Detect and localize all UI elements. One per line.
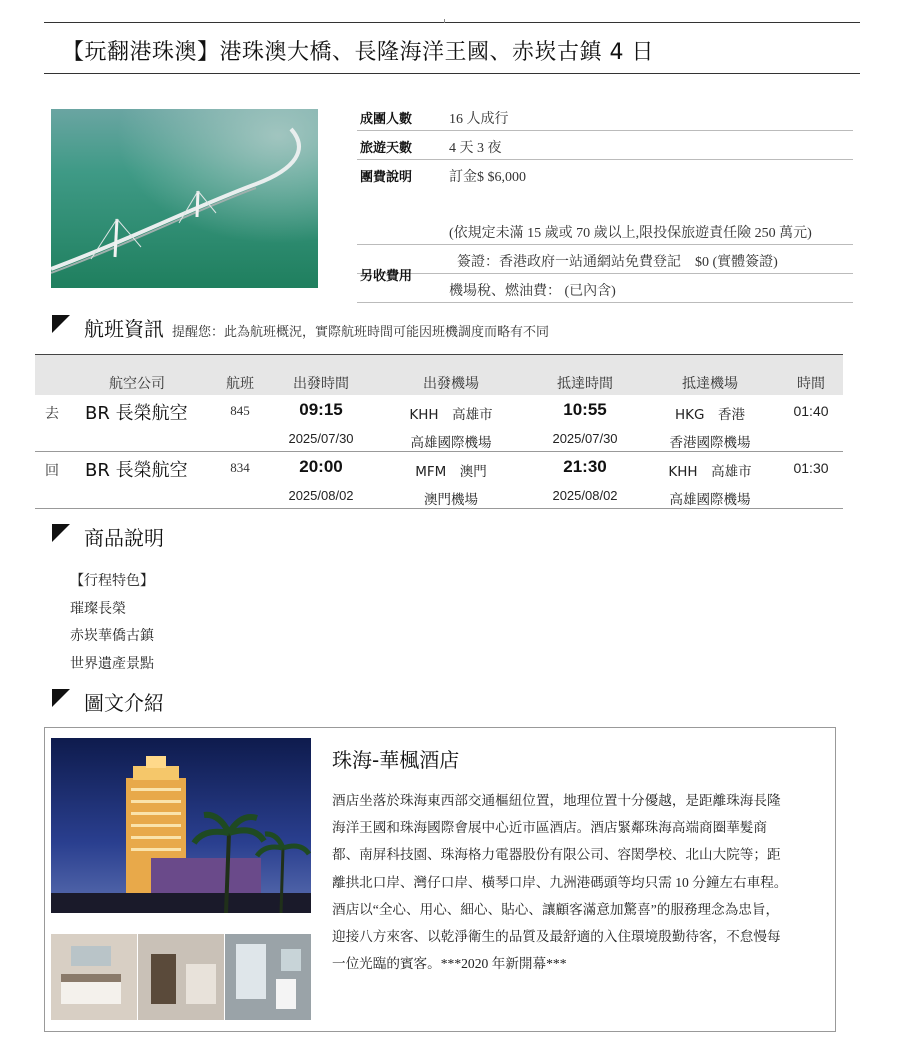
airline-name: BR 長榮航空 (85, 460, 188, 481)
departure-time: 20:00 (299, 457, 343, 476)
info-row-fee (357, 160, 853, 245)
flight-note: 提醒您：此為航班概況，實際航班時間可能因班機調度而略有不同 (172, 325, 550, 340)
info-row-extra-visa (357, 245, 853, 284)
insurance-note: (依規定未滿 15 歲或 70 歲以上,限投保旅遊責任險 250 萬元) (449, 226, 812, 241)
flight-duration: 01:40 (793, 403, 829, 419)
flight-number: 834 (230, 460, 250, 475)
info-row-days (357, 131, 853, 160)
flight-heading-text: 航班資訊 (84, 317, 164, 341)
extra-visa-value: 簽證：香港政府一站通網站免費登記 $0 (實體簽證) (457, 255, 778, 270)
arrival-date: 2025/08/02 (552, 488, 618, 503)
days-label: 旅遊天數 (360, 141, 413, 156)
arrival-time: 21:30 (563, 457, 607, 476)
list-item: 【行程特色】 (70, 573, 154, 589)
departure-airport-name: 高雄國際機場 (410, 435, 492, 451)
header-dep-airport: 出發機場 (423, 376, 479, 392)
header-flight-no: 航班 (226, 376, 254, 392)
tour-info-table (357, 102, 853, 303)
fee-label: 團費說明 (360, 170, 413, 185)
header-airline: 航空公司 (109, 376, 165, 392)
hotel-exterior-photo (51, 738, 311, 913)
departure-airport-name: 澳門機場 (424, 492, 478, 508)
product-description (70, 568, 154, 678)
departure-date: 2025/08/02 (288, 488, 354, 503)
bridge-photo (51, 109, 318, 288)
group-size-label: 成團人數 (360, 112, 413, 127)
days-value: 4 天 3 夜 (449, 141, 502, 156)
flight-section-heading (52, 313, 549, 342)
header-arr-airport: 抵達機場 (682, 376, 738, 392)
hotel-desc-line: 海洋王國和珠海國際會展中心近市區酒店。酒店緊鄰珠海高端商圈華髮商 (332, 820, 767, 836)
list-item: 世界遺產景點 (70, 655, 154, 672)
arrival-airport-code: HKG 香港 (675, 407, 745, 423)
gallery-section-heading (52, 687, 164, 716)
extra-fee-label: 另收費用 (360, 269, 413, 284)
departure-airport-code: MFM 澳門 (415, 464, 487, 480)
hotel-description (332, 787, 832, 977)
arrival-airport-name: 香港國際機場 (669, 435, 751, 451)
flight-direction: 回 (45, 464, 59, 479)
flight-direction: 去 (45, 407, 59, 422)
list-item: 赤崁華僑古鎮 (70, 628, 154, 644)
departure-date: 2025/07/30 (288, 431, 354, 446)
group-size-value: 16 人成行 (449, 112, 509, 127)
departure-time: 09:15 (299, 400, 343, 419)
hotel-desc-line: 離拱北口岸、灣仔口岸、橫琴口岸、九洲港碼頭等均只需 10 分鐘左右車程。 (332, 874, 788, 890)
departure-airport-code: KHH 高雄市 (409, 407, 493, 423)
gallery-heading-text: 圖文介紹 (84, 691, 164, 715)
hotel-room-photos (51, 934, 311, 1020)
hotel-name: 珠海-華楓酒店 (332, 748, 460, 772)
flight-table-header (35, 354, 843, 395)
flight-number: 845 (230, 403, 250, 418)
hotel-card (44, 727, 836, 1032)
hotel-desc-line: 一位光臨的賓客。***2020 年新開幕*** (332, 956, 567, 972)
page-title: 【玩翻港珠澳】港珠澳大橋、長隆海洋王國、赤崁古鎮 4 日 (62, 40, 654, 65)
title-tick-mark (444, 19, 445, 23)
header-arr-time: 抵達時間 (557, 376, 613, 392)
hotel-desc-line: 迎接八方來客、以乾淨衛生的品質及最舒適的入住環境殷勤待客，不怠慢每 (332, 929, 781, 945)
triangle-bullet-icon (52, 524, 70, 542)
airline-name: BR 長榮航空 (85, 403, 188, 424)
arrival-airport-code: KHH 高雄市 (668, 464, 752, 480)
hotel-desc-line: 酒店坐落於珠海東西部交通樞紐位置，地理位置十分優越，是距離珠海長隆 (332, 793, 781, 808)
header-duration: 時間 (797, 376, 825, 392)
info-row-group-size (357, 102, 853, 131)
hotel-desc-line: 酒店以“全心、用心、細心、貼心、讓顧客滿意加驚喜”的服務理念為忠旨， (332, 901, 780, 917)
list-item: 璀璨長榮 (70, 600, 126, 617)
extra-tax-value: 機場稅、燃油費： (已內含) (449, 284, 616, 299)
flight-row-outbound (35, 395, 843, 452)
triangle-bullet-icon (52, 689, 70, 707)
product-heading-text: 商品說明 (84, 526, 164, 550)
arrival-airport-name: 高雄國際機場 (669, 492, 751, 508)
flight-table (35, 354, 843, 509)
arrival-date: 2025/07/30 (552, 431, 618, 446)
hotel-desc-line: 都、南屏科技園、珠海格力電器股份有限公司、容閎學校、北山大院等；距 (332, 847, 781, 863)
title-bar (44, 22, 860, 74)
product-section-heading (52, 522, 164, 551)
header-dep-time: 出發時間 (293, 376, 349, 392)
flight-duration: 01:30 (793, 460, 829, 476)
arrival-time: 10:55 (563, 400, 607, 419)
flight-row-return (35, 452, 843, 509)
triangle-bullet-icon (52, 315, 70, 333)
fee-value: 訂金$ $6,000 (449, 170, 526, 185)
info-row-extra-tax (357, 274, 853, 303)
